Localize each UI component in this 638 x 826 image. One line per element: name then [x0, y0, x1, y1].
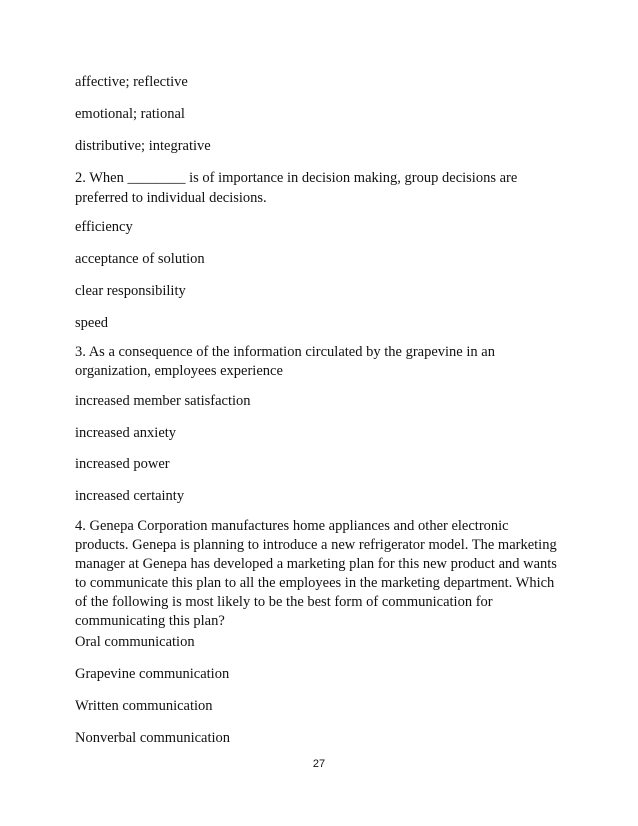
option-text: acceptance of solution [75, 251, 205, 267]
question-4-line-1: 4. Genepa Corporation manufactures home appliances and other electronic [75, 518, 509, 534]
question-4-line-5: of the following is most likely to be the best form of communication for [75, 594, 493, 610]
question-2-line-2: preferred to individual decisions. [75, 190, 267, 206]
page-number: 27 [312, 758, 326, 770]
option-text: increased member satisfaction [75, 393, 251, 409]
question-3-line-1: 3. As a consequence of the information circulated by the grapevine in an [75, 344, 495, 360]
option-text: increased certainty [75, 488, 185, 504]
option-text: clear responsibility [75, 283, 186, 299]
question-4-line-3: manager at Genepa has developed a marketing plan for this new product and wants [75, 556, 557, 572]
question-4-line-4: to communicate this plan to all the employees in the marketing department. Which [75, 575, 555, 591]
option-text: Written communication [75, 698, 213, 714]
option-text: emotional; rational [75, 106, 185, 122]
option-text: Grapevine communication [75, 666, 230, 682]
option-text: increased anxiety [75, 425, 177, 441]
question-2-line-1: 2. When ________ is of importance in decision making, group decisions are [75, 170, 518, 186]
question-4-line-2: products. Genepa is planning to introduce a new refrigerator model. The marketing [75, 537, 557, 553]
option-text: efficiency [75, 219, 133, 235]
option-text: speed [75, 315, 109, 331]
option-text: distributive; integrative [75, 138, 211, 154]
question-4-line-6: communicating this plan? [75, 613, 225, 629]
option-text: increased power [75, 456, 170, 472]
option-text: Oral communication [75, 634, 195, 650]
question-3-line-2: organization, employees experience [75, 363, 283, 379]
option-text: Nonverbal communication [75, 730, 231, 746]
option-text: affective; reflective [75, 74, 188, 90]
